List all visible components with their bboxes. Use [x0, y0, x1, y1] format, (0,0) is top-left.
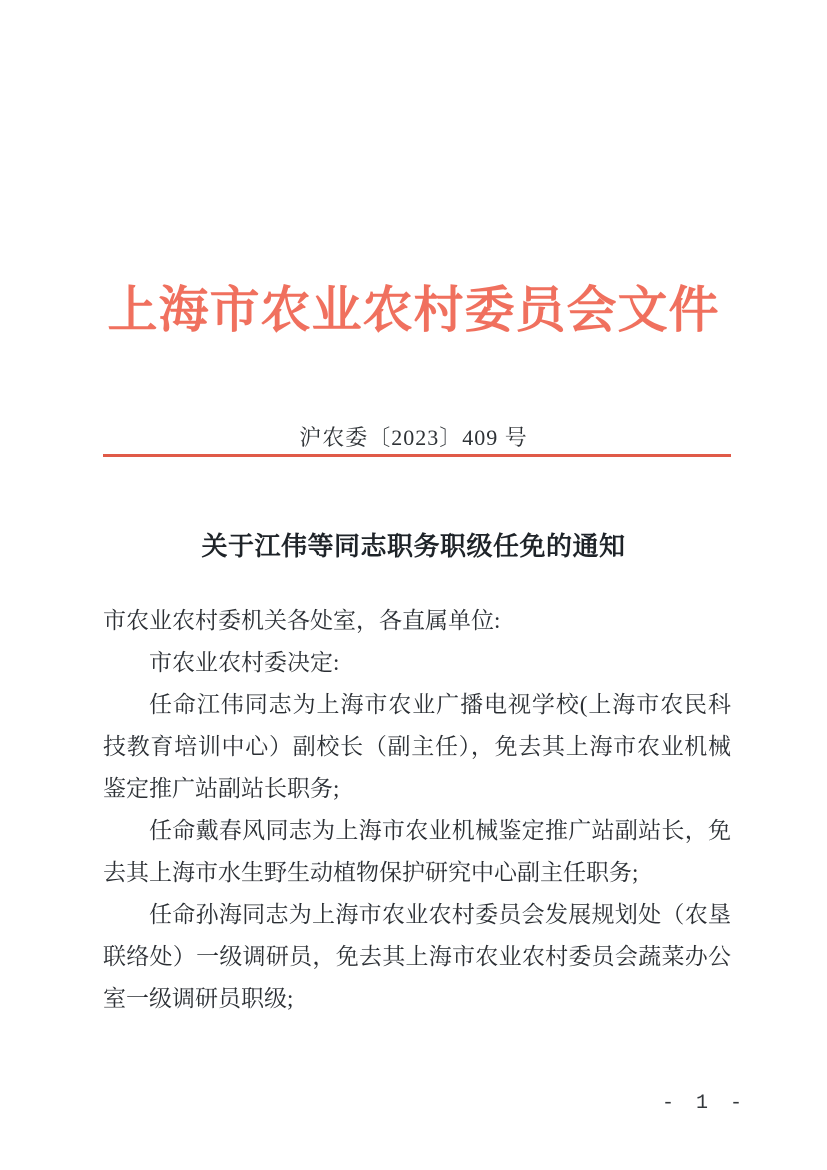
- notice-title: 关于江伟等同志职务职级任免的通知: [201, 532, 626, 561]
- body-paragraph-decision: 市农业农村委决定:: [149, 650, 340, 675]
- body-paragraph-appointment-3: 任命孙海同志为上海市农业农村委员会发展规划处（农垦联络处）一级调研员，免去其上海市农业农村委员会蔬菜办公室一级调研员职级;: [103, 902, 731, 1011]
- body-paragraph-appointment-2: 任命戴春风同志为上海市农业机械鉴定推广站副站长，免去其上海市水生野生动植物保护研究中心副主任职务;: [103, 818, 731, 885]
- red-header-title: 上海市农业农村委员会文件: [107, 282, 720, 338]
- salutation-line: 市农业农村委机关各处室，各直属单位:: [103, 608, 501, 633]
- document-body: [103, 600, 731, 1020]
- body-paragraph-appointment-1: 任命江伟同志为上海市农业广播电视学校(上海市农民科技教育培训中心）副校长（副主任），免去其上海市农业机械鉴定推广站副站长职务;: [103, 692, 731, 801]
- document-number: 沪农委〔2023〕409 号: [299, 425, 528, 450]
- red-divider-line: [103, 454, 731, 457]
- page-number: - 1 -: [662, 1092, 748, 1115]
